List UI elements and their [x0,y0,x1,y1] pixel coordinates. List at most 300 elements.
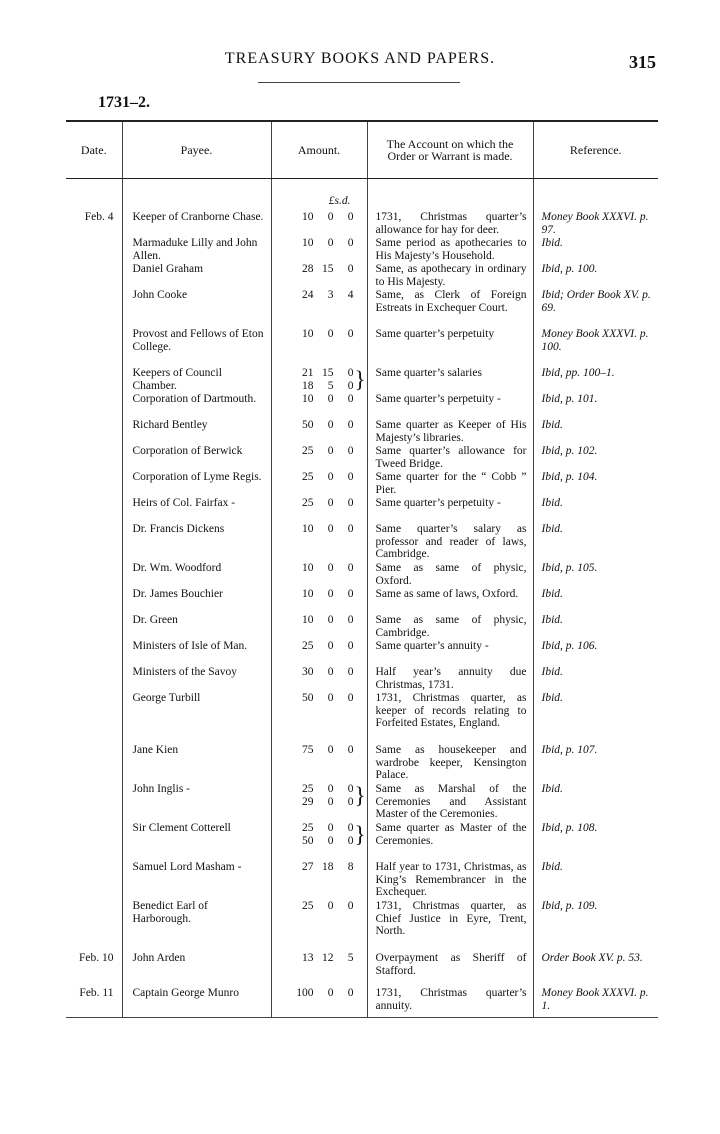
pounds-value: 25 [302,783,314,795]
amount-cell [271,393,367,419]
reference-cell: Ibid. [533,523,658,562]
shillings-value: 0 [327,419,334,431]
account-cell: Same quarter as Master of the Ceremonies. [367,822,533,861]
date-cell: Feb. 4 [84,211,114,223]
payee-cell: Jane Kien [122,744,271,783]
account-cell: 1731, Christmas quarter’s annuity. [367,987,533,1017]
amount-group [272,900,365,913]
date-cell [66,783,122,822]
amount-line [290,380,354,393]
pounds-value: 50 [302,692,314,704]
account-cell: Same as same of physic, Cambridge. [367,614,533,640]
page-number: 315 [629,52,656,72]
account-cell: Same quarter’s annuity - [367,640,533,666]
reference-cell: Ibid, p. 106. [533,640,658,666]
pounds-value: 13 [302,952,314,964]
pounds-value: 100 [296,987,314,999]
amount-cell [271,445,367,471]
amount-group [272,987,365,1000]
amount-line [290,822,354,835]
pence-value: 0 [347,900,354,912]
amount-group [272,445,365,458]
amount-line [290,744,354,757]
pence-value: 0 [347,562,354,574]
amount-line [290,523,354,536]
amount-cell [271,666,367,692]
amount-cell [271,263,367,289]
amount-cell [271,987,367,1017]
amount-lines [290,744,354,757]
amount-line [290,952,354,965]
table-row [66,822,658,861]
date-cell: Feb. 10 [79,952,114,964]
amount-line [290,614,354,627]
amount-group [272,523,365,536]
amount-lines [290,692,354,705]
account-cell: 1731, Christmas quarter, as keeper of records relating to Forfeited Estates, England. [367,692,533,744]
amount-cell [271,419,367,445]
date-cell [66,393,122,419]
pounds-value: 10 [302,614,314,626]
pounds-value: 30 [302,666,314,678]
payee-cell: John Inglis - [122,783,271,822]
amount-cell [271,328,367,367]
shillings-value: 0 [327,987,334,999]
table-row [66,666,658,692]
pence-value: 0 [347,640,354,652]
pounds-value: 25 [302,471,314,483]
account-cell: Half year’s annuity due Christmas, 1731. [367,666,533,692]
pounds-value: 29 [302,795,314,808]
amount-lines [290,900,354,913]
account-cell: Same as same of physic, Oxford. [367,562,533,588]
amount-line [290,861,354,874]
reference-cell: Ibid. [533,419,658,445]
amount-lines [290,419,354,432]
shillings-value: 0 [327,614,334,626]
reference-cell: Ibid, pp. 100–1. [533,367,658,393]
pence-value: 0 [347,445,354,457]
reference-cell: Order Book XV. p. 53. [533,952,658,987]
table-row [66,861,658,900]
amount-cell [271,523,367,562]
brace-glyph: } [354,821,366,847]
amount-group [272,393,365,406]
pence-value: 0 [347,367,354,379]
account-cell: Same quarter’s allowance for Tweed Bridge. [367,445,533,471]
column-header-account: The Account on which the Order or Warrant is made. [367,121,533,179]
amount-lines [290,987,354,1000]
pounds-unit: £ [328,195,335,207]
shillings-value: 0 [327,692,334,704]
payee-cell: Dr. Green [122,614,271,640]
table-row [66,523,658,562]
payee-cell: Richard Bentley [122,419,271,445]
amount-group [272,419,365,432]
amount-line [290,900,354,913]
account-cell: Same quarter’s salary as professor and reader of laws, Cambridge. [367,523,533,562]
shillings-value: 0 [327,445,334,457]
amount-lines [290,471,354,484]
amount-line [290,419,354,432]
pounds-value: 27 [302,861,314,873]
reference-cell: Ibid. [533,588,658,614]
reference-cell: Ibid. [533,237,658,263]
table-row [66,900,658,952]
payee-cell: Dr. Wm. Woodford [122,562,271,588]
column-header-amount: Amount. [271,121,367,179]
account-cell: Same, as apothecary in ordinary to His Majesty. [367,263,533,289]
amount-cell [271,289,367,328]
amount-lines [290,289,354,302]
amount-lines [290,588,354,601]
shillings-value: 0 [327,783,334,795]
pounds-value: 21 [302,367,314,379]
shillings-value: 0 [327,666,334,678]
amount-group [272,952,365,965]
pounds-value: 10 [302,211,314,223]
pence-value: 0 [347,523,354,535]
amount-lines [290,614,354,627]
reference-cell: Ibid, p. 100. [533,263,658,289]
shillings-value: 15 [322,367,334,379]
units-row [66,189,658,211]
reference-cell: Ibid, p. 102. [533,445,658,471]
pounds-value: 10 [302,562,314,574]
amount-cell [271,861,367,900]
pounds-value: 10 [302,393,314,405]
reference-cell: Ibid, p. 108. [533,822,658,861]
pence-value: 0 [347,822,354,834]
shillings-value: 18 [322,861,334,873]
date-cell [66,523,122,562]
amount-group [272,263,365,276]
shillings-value: 0 [327,471,334,483]
table-row [66,562,658,588]
amount-cell [271,211,367,237]
amount-group [272,861,365,874]
amount-cell [271,822,367,861]
payee-cell: Corporation of Berwick [122,445,271,471]
pence-value: 0 [347,393,354,405]
pounds-value: 24 [302,289,314,301]
amount-group [272,328,365,341]
payee-cell: Corporation of Lyme Regis. [122,471,271,497]
amount-lines [290,666,354,679]
reference-cell: Ibid. [533,692,658,744]
shillings-value: 0 [327,523,334,535]
reference-cell: Ibid. [533,497,658,523]
table-row [66,987,658,1017]
pence-value: 0 [347,795,354,808]
reference-cell: Ibid, p. 105. [533,562,658,588]
amount-lines [290,523,354,536]
amount-line [290,211,354,224]
amount-line [290,835,354,848]
pence-value: 0 [347,783,354,795]
pence-value: 0 [347,263,354,275]
shillings-value: 0 [327,900,334,912]
pence-value: 0 [347,497,354,509]
pence-value: 0 [347,211,354,223]
title-rule [258,82,460,83]
shillings-value: 0 [327,393,334,405]
column-header-payee: Payee. [122,121,271,179]
amount-line [290,263,354,276]
amount-line [290,666,354,679]
amount-lines [290,393,354,406]
reference-cell: Ibid. [533,861,658,900]
amount-group [272,692,365,705]
account-cell: Half year to 1731, Christmas, as King’s Remembrancer in the Exchequer. [367,861,533,900]
account-cell: Same quarter’s perpetuity [367,328,533,367]
date-cell [66,562,122,588]
amount-line [290,562,354,575]
amount-cell [271,783,367,822]
shillings-value: 12 [322,952,334,964]
amount-line [290,328,354,341]
amount-cell [271,640,367,666]
table-row [66,952,658,987]
amount-cell [271,471,367,497]
date-cell [66,614,122,640]
shillings-value: 0 [327,834,334,847]
table-row [66,783,658,822]
spacer-row [66,179,658,190]
payee-cell: Dr. Francis Dickens [122,523,271,562]
pence-value: 5 [347,952,354,964]
amount-line [290,237,354,250]
amount-lines [290,497,354,510]
pence-value: 0 [347,379,354,392]
pounds-value: 50 [302,834,314,847]
account-cell: Same quarter’s perpetuity - [367,393,533,419]
brace-glyph: } [354,366,366,392]
pence-value: 0 [347,744,354,756]
payee-cell: Daniel Graham [122,263,271,289]
payee-cell: Keepers of Council Chamber. [122,367,271,393]
account-cell: Same quarter’s perpetuity - [367,497,533,523]
amount-line [290,640,354,653]
amount-line [290,987,354,1000]
pounds-value: 28 [302,263,314,275]
pence-value: 0 [347,328,354,340]
reference-cell: Ibid, p. 101. [533,393,658,419]
pounds-value: 10 [302,237,314,249]
pence-value: 0 [347,834,354,847]
amount-cell [271,562,367,588]
shillings-value: 0 [327,562,334,574]
date-cell [66,419,122,445]
amount-group [272,588,365,601]
date-cell: Feb. 11 [66,987,122,1017]
pounds-value: 25 [302,445,314,457]
account-cell: Same as housekeeper and wardrobe keeper, Kensington Palace. [367,744,533,783]
reference-cell: Ibid; Order Book XV. p. 69. [533,289,658,328]
amount-line [290,367,354,380]
date-cell [66,861,122,900]
date-cell [66,237,122,263]
date-cell [66,640,122,666]
amount-cell [271,367,367,393]
table-row [66,419,658,445]
amount-lines [290,445,354,458]
pence-value: 0 [347,471,354,483]
table-row [66,367,658,393]
reference-cell: Ibid, p. 109. [533,900,658,952]
date-cell [66,497,122,523]
reference-cell: Money Book XXXVI. p. 97. [533,211,658,237]
account-cell: Overpayment as Sheriff of Stafford. [367,952,533,987]
shillings-value: 0 [327,328,334,340]
payee-cell: Sir Clement Cotterell [122,822,271,861]
reference-cell: Ibid, p. 107. [533,744,658,783]
table-row [66,237,658,263]
date-cell [66,900,122,952]
table-row [66,744,658,783]
amount-lines [290,822,354,847]
shillings-value: 0 [327,822,334,834]
date-cell [66,692,122,744]
account-cell: 1731, Christmas quarter, as Chief Justice in Eyre, Trent, North. [367,900,533,952]
account-cell: Same, as Clerk of Foreign Estreats in Exchequer Court. [367,289,533,328]
amount-lines [290,861,354,874]
pence-value: 0 [347,614,354,626]
amount-group [272,367,365,392]
reference-cell: Ibid. [533,614,658,640]
amount-group [272,211,365,224]
pence-value: 8 [347,861,354,873]
brace-glyph: } [354,782,366,808]
amount-line [290,393,354,406]
table-row [66,393,658,419]
pence-unit: d. [341,195,351,207]
pounds-value: 18 [302,379,314,392]
amount-units [271,189,367,211]
treasury-table [66,120,658,1018]
pounds-value: 10 [302,523,314,535]
table-row [66,497,658,523]
amount-line [290,588,354,601]
payee-cell: Benedict Earl of Harborough. [122,900,271,952]
payee-cell: Ministers of Isle of Man. [122,640,271,666]
amount-group [272,237,365,250]
pence-value: 0 [347,588,354,600]
date-cell [66,744,122,783]
shillings-value: 5 [327,379,334,392]
payee-cell: John Arden [122,952,271,987]
date-cell [66,367,122,393]
payee-cell: Corporation of Dartmouth. [122,393,271,419]
amount-lines [290,237,354,250]
amount-cell [271,588,367,614]
pence-value: 0 [347,237,354,249]
amount-group [272,471,365,484]
amount-lines [290,562,354,575]
pounds-value: 10 [302,588,314,600]
amount-line [290,796,354,809]
reference-cell: Ibid. [533,783,658,822]
payee-cell: Marmaduke Lilly and John Allen. [122,237,271,263]
pounds-value: 25 [302,497,314,509]
amount-cell [271,237,367,263]
pounds-value: 25 [302,822,314,834]
amount-lines [290,640,354,653]
account-cell: Same quarter’s salaries [367,367,533,393]
column-header-reference: Reference. [533,121,658,179]
amount-cell [271,692,367,744]
shillings-value: 0 [327,640,334,652]
amount-lines [290,783,354,808]
amount-group [272,289,365,302]
amount-group [272,666,365,679]
table-body [66,179,658,1018]
shillings-value: 0 [327,744,334,756]
amount-cell [271,497,367,523]
shillings-value: 0 [327,795,334,808]
amount-line [290,471,354,484]
shillings-value: 0 [327,497,334,509]
shillings-value: 15 [322,263,334,275]
pounds-value: 25 [302,900,314,912]
amount-group [272,614,365,627]
amount-line [290,445,354,458]
amount-lines [290,328,354,341]
date-cell [66,471,122,497]
pence-value: 4 [347,289,354,301]
amount-line [290,692,354,705]
shillings-value: 0 [327,588,334,600]
shillings-value: 0 [327,211,334,223]
payee-cell: Captain George Munro [122,987,271,1017]
table-row [66,328,658,367]
table-row [66,640,658,666]
pounds-value: 75 [302,744,314,756]
date-cell [66,263,122,289]
pence-value: 0 [347,666,354,678]
amount-group [272,783,365,808]
shillings-value: 0 [327,237,334,249]
account-cell: 1731, Christmas quarter’s allowance for hay for deer. [367,211,533,237]
payee-cell: Ministers of the Savoy [122,666,271,692]
reference-cell: Money Book XXXVI. p. 1. [533,987,658,1017]
amount-group [272,640,365,653]
shillings-value: 3 [327,289,334,301]
date-cell [66,822,122,861]
table-row [66,211,658,237]
amount-line [290,289,354,302]
amount-lines [290,211,354,224]
table-row [66,471,658,497]
account-cell: Same quarter for the “ Cobb ” Pier. [367,471,533,497]
date-cell [66,445,122,471]
reference-cell: Ibid, p. 104. [533,471,658,497]
payee-cell: George Turbill [122,692,271,744]
reference-cell: Money Book XXXVI. p. 100. [533,328,658,367]
account-cell: Same quarter as Keeper of His Majesty’s libraries. [367,419,533,445]
pence-value: 0 [347,692,354,704]
pounds-value: 25 [302,640,314,652]
header-row [66,121,658,179]
reference-cell: Ibid. [533,666,658,692]
amount-line [290,497,354,510]
account-cell: Same as same of laws, Oxford. [367,588,533,614]
table-row [66,289,658,328]
amount-group [272,822,365,847]
amount-cell [271,744,367,783]
date-cell [66,588,122,614]
account-cell: Same as Marshal of the Ceremonies and Assistant Master of the Ceremonies. [367,783,533,822]
